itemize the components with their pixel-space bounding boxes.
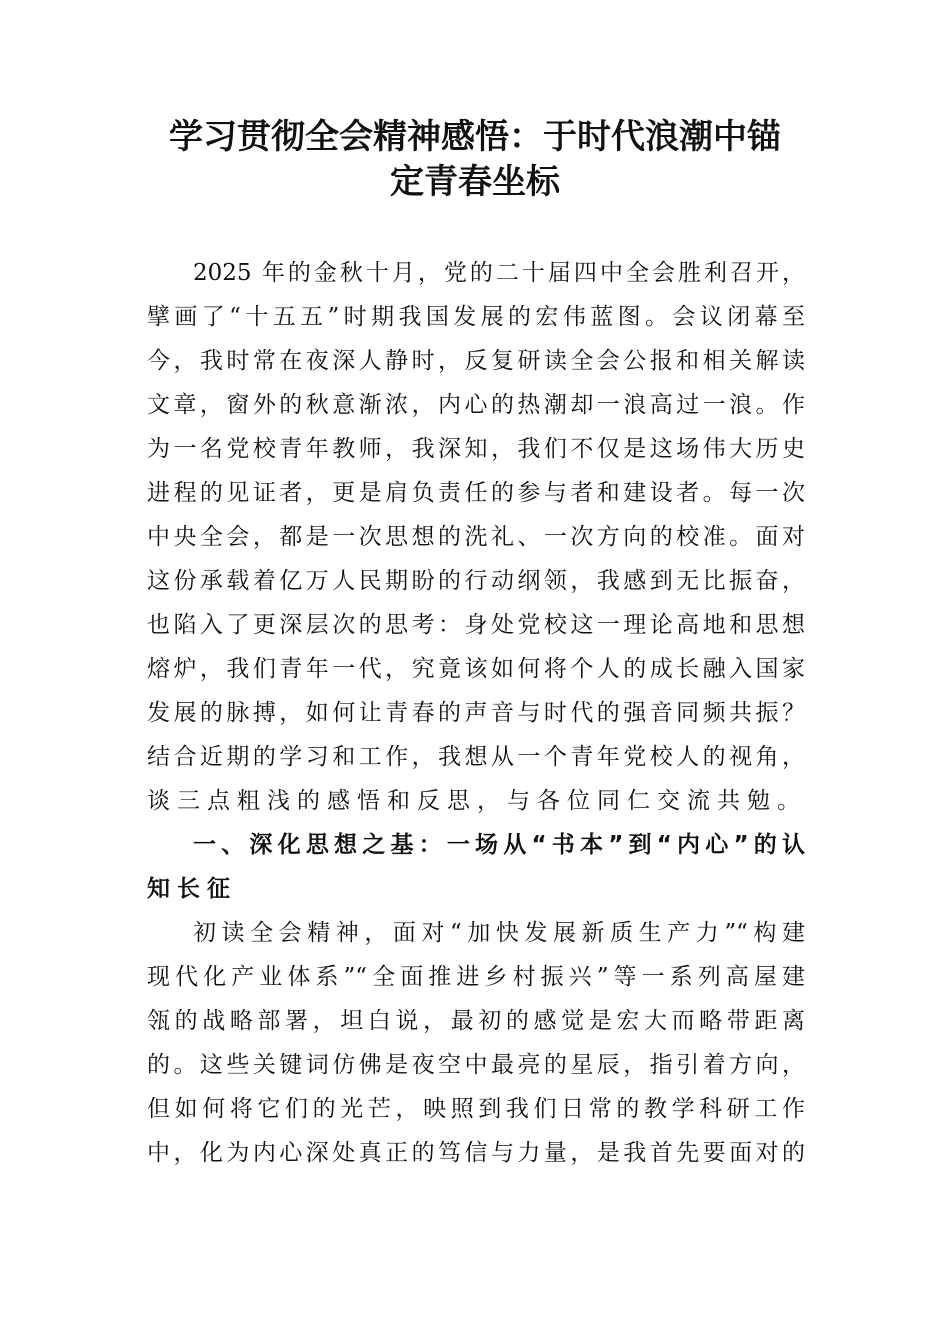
text-line: 但如何将它们的光芒，映照到我们日常的教学科研工作 <box>147 1096 805 1122</box>
text-line: 中央全会，都是一次思想的洗礼、一次方向的校准。面对 <box>147 524 805 550</box>
text-line: 初读全会精神，面对“加快发展新质生产力”“构建 <box>193 920 805 946</box>
text-line: 这份承载着亿万人民期盼的行动纲领，我感到无比振奋， <box>147 568 805 594</box>
text-line: 结合近期的学习和工作，我想从一个青年党校人的视角， <box>147 744 805 770</box>
heading-line: 知长征 <box>147 876 237 902</box>
text-line: 的。这些关键词仿佛是夜空中最亮的星辰，指引着方向， <box>147 1052 805 1078</box>
document-body <box>147 251 805 1175</box>
text-line: 熔炉，我们青年一代，究竟该如何将个人的成长融入国家 <box>147 656 805 682</box>
text-line: 中，化为内心深处真正的笃信与力量，是我首先要面对的 <box>147 1140 805 1166</box>
text-line: 文章，窗外的秋意渐浓，内心的热潮却一浪高过一浪。作 <box>147 392 805 418</box>
text-line: 今，我时常在夜深人静时，反复研读全会公报和相关解读 <box>147 348 805 374</box>
text-line: 进程的见证者，更是肩负责任的参与者和建设者。每一次 <box>147 480 805 506</box>
section-paragraph <box>147 911 805 1175</box>
heading-line: 一、深化思想之基：一场从“书本”到“内心”的认 <box>193 832 805 858</box>
text-line: 瓴的战略部署，坦白说，最初的感觉是宏大而略带距离 <box>147 1008 805 1034</box>
text-line: 2025 年的金秋十月，党的二十届四中全会胜利召开， <box>193 260 805 286</box>
text-line: 现代化产业体系”“全面推进乡村振兴”等一系列高屋建 <box>147 964 805 990</box>
document-title <box>140 115 810 205</box>
text-line: 擘画了“十五五”时期我国发展的宏伟蓝图。会议闭幕至 <box>147 304 805 330</box>
title-line-1: 学习贯彻全会精神感悟：于时代浪潮中锚 <box>169 117 781 157</box>
section-heading <box>147 823 805 911</box>
text-line: 也陷入了更深层次的思考：身处党校这一理论高地和思想 <box>147 612 805 638</box>
text-line: 谈三点粗浅的感悟和反思，与各位同仁交流共勉。 <box>147 788 807 814</box>
title-line-2: 定青春坐标 <box>390 162 560 202</box>
text-line: 发展的脉搏，如何让青春的声音与时代的强音同频共振？ <box>147 700 805 726</box>
text-line: 为一名党校青年教师，我深知，我们不仅是这场伟大历史 <box>147 436 805 462</box>
intro-paragraph <box>147 251 805 823</box>
